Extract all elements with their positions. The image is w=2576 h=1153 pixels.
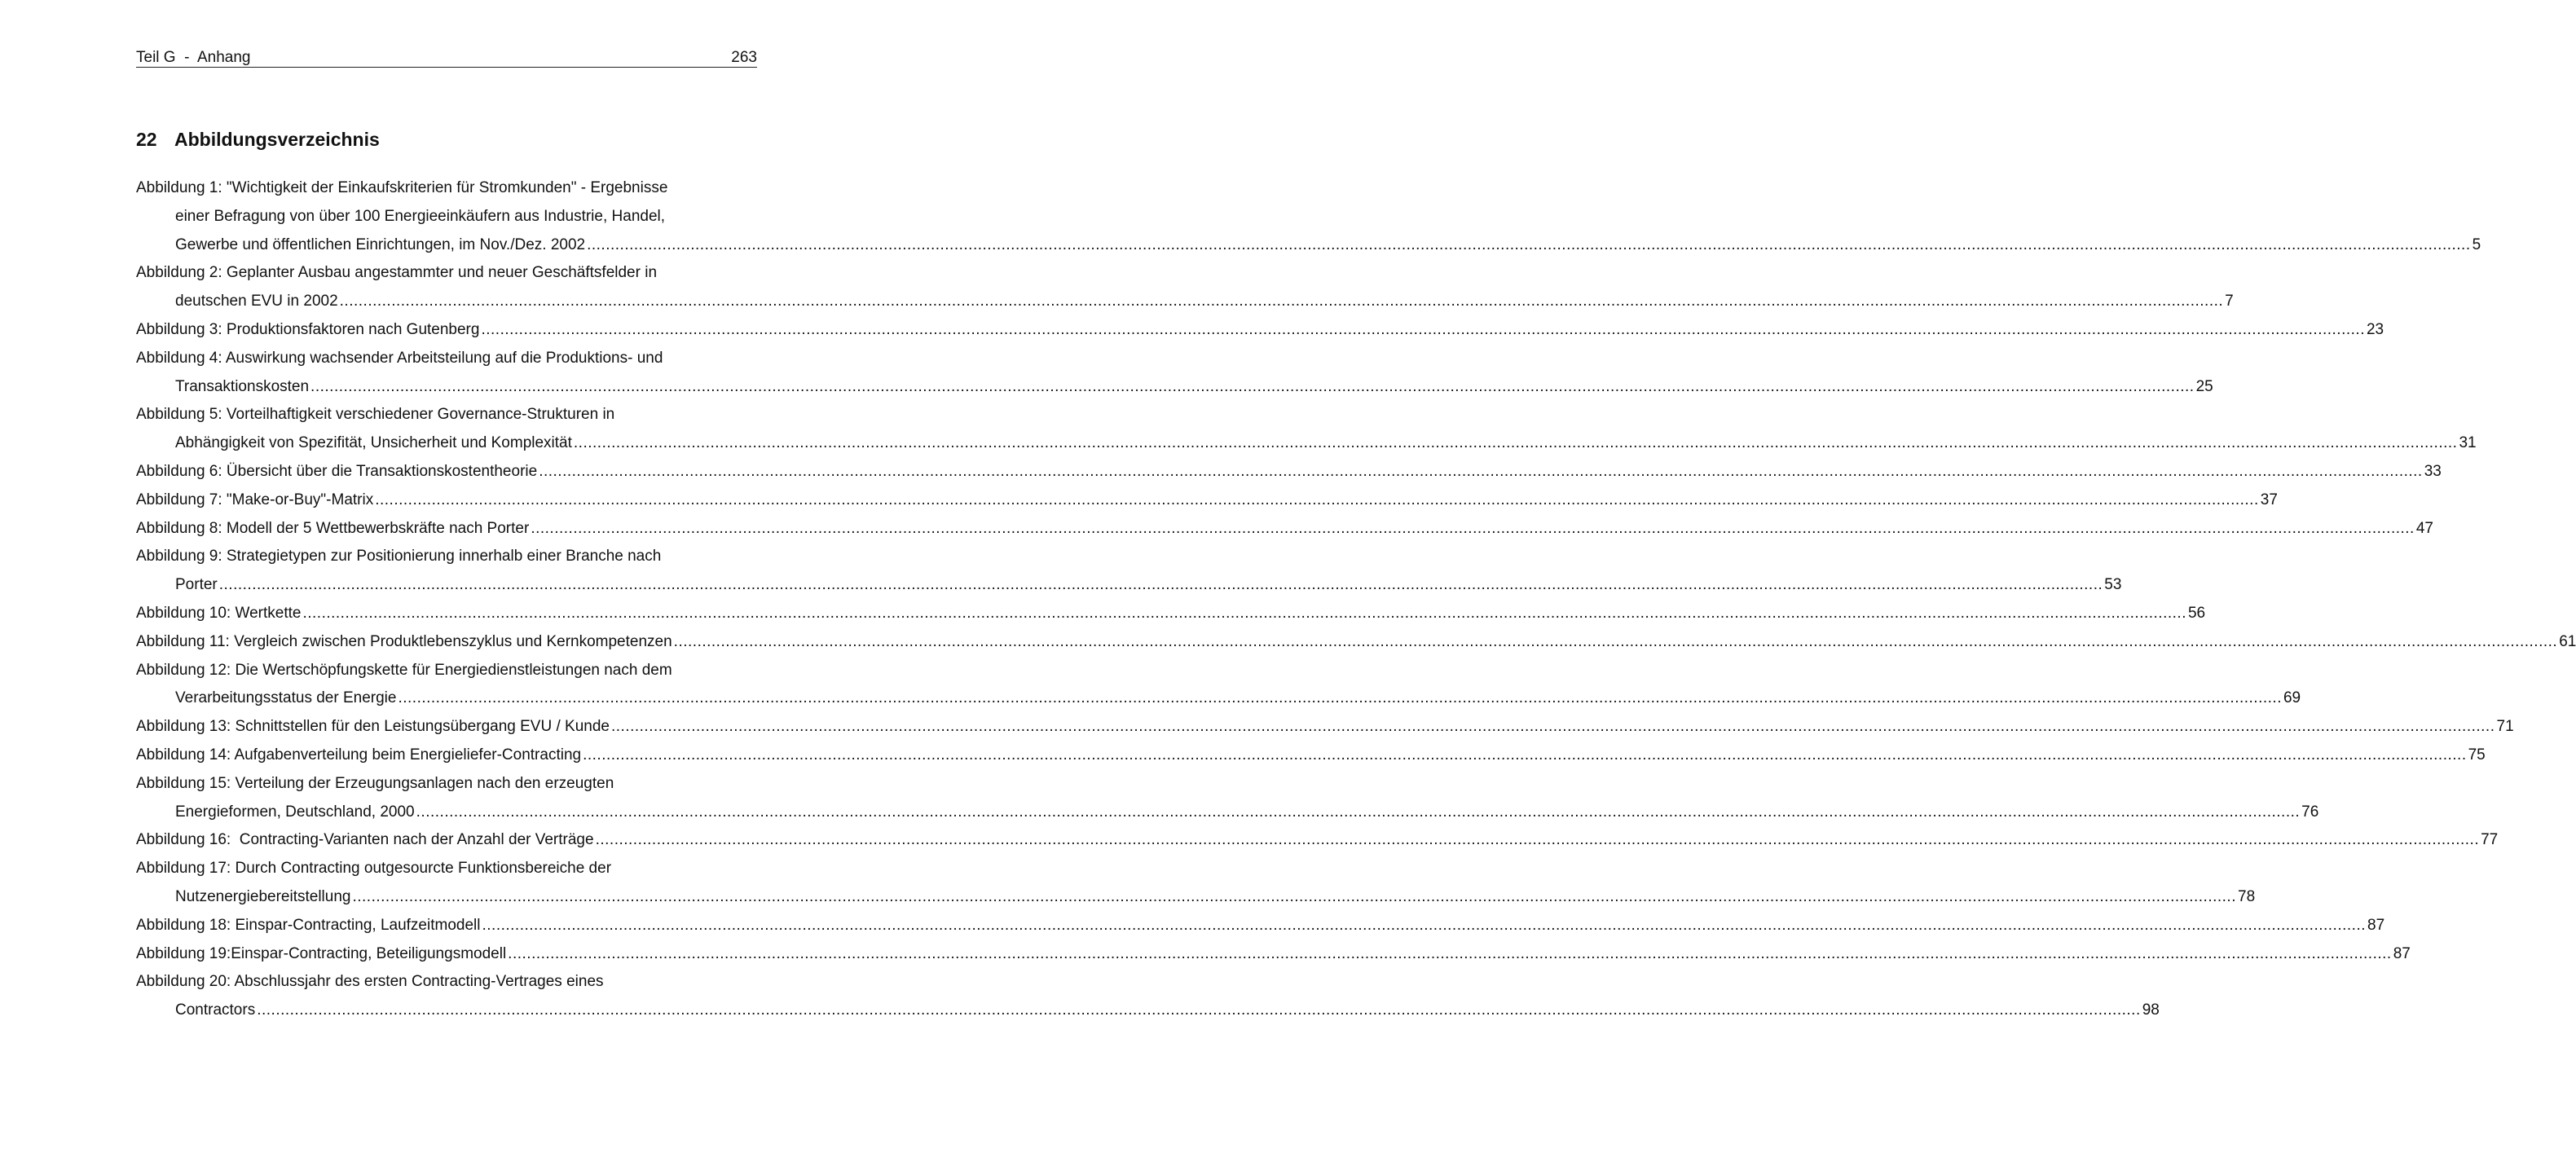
dot-leader: ................................................................................................................................................................................................................................................................................................................................................................................................................ [310, 377, 2195, 395]
figure-entry-line [136, 429, 2477, 458]
figure-entry-text: Abbildung 13: Schnittstellen für den Leistungsübergang EVU / Kunde [136, 718, 610, 736]
figure-entry [136, 401, 2477, 458]
figure-entry-line [136, 259, 757, 288]
figure-entry-line [136, 684, 2301, 713]
dot-leader: ................................................................................................................................................................................................................................................................................................................................................................................................................ [539, 462, 2423, 480]
figure-entry-text: Abbildung 11: Vergleich zwischen Produktlebenszyklus und Kernkompetenzen [136, 632, 672, 650]
figure-entry-text: Abbildung 5: Vorteilhaftigkeit verschiedener Governance-Strukturen in [136, 406, 615, 424]
figure-page-number: 75 [2468, 746, 2486, 764]
dot-leader: ................................................................................................................................................................................................................................................................................................................................................................................................................ [375, 491, 2259, 508]
figure-entry-line [136, 458, 2442, 486]
dot-leader: ................................................................................................................................................................................................................................................................................................................................................................................................................ [508, 944, 2392, 962]
section-heading [136, 129, 380, 151]
figure-page-number: 77 [2481, 831, 2499, 849]
dot-leader: ................................................................................................................................................................................................................................................................................................................................................................................................................ [339, 293, 2224, 310]
figure-entry [136, 713, 2514, 742]
figure-entry-line [136, 600, 2206, 628]
running-head: Teil G - Anhang [136, 49, 251, 66]
figure-entry [136, 912, 2385, 940]
figure-entry [136, 458, 2442, 486]
figure-entry-text: Abbildung 14: Aufgabenverteilung beim Energieliefer-Contracting [136, 746, 582, 764]
figure-entry-text: Abbildung 8: Modell der 5 Wettbewerbskräfte nach Porter [136, 519, 530, 537]
figure-entry [136, 968, 2160, 1025]
figure-page-number: 56 [2187, 604, 2206, 622]
dot-leader: ................................................................................................................................................................................................................................................................................................................................................................................................................ [595, 831, 2480, 849]
figure-entry-line [136, 940, 2411, 969]
figure-page-number: 78 [2238, 887, 2256, 905]
dot-leader: ................................................................................................................................................................................................................................................................................................................................................................................................................ [302, 604, 2186, 622]
dot-leader: ................................................................................................................................................................................................................................................................................................................................................................................................................ [481, 320, 2365, 338]
figure-page-number: 7 [2225, 293, 2234, 310]
figure-entry-text: Abbildung 18: Einspar-Contracting, Laufzeitmodell [136, 916, 481, 934]
figure-entry-line [136, 826, 2499, 855]
figure-entry-line [136, 883, 2256, 912]
figure-page-number: 23 [2366, 320, 2384, 338]
figure-page-number: 33 [2424, 462, 2442, 480]
figure-entry-line [136, 486, 2278, 515]
figure-entry-text: Verarbeitungsstatus der Energie [175, 689, 397, 707]
figure-entry-line [136, 373, 2213, 402]
figure-page-number: 71 [2496, 718, 2514, 736]
figure-page-number: 31 [2459, 434, 2477, 452]
dot-leader: ................................................................................................................................................................................................................................................................................................................................................................................................................ [573, 434, 2458, 452]
figure-entry-text: Abbildung 7: "Make-or-Buy"-Matrix [136, 491, 374, 508]
page-number: 263 [731, 49, 757, 66]
figure-page-number: 37 [2260, 491, 2278, 508]
figure-entry-text: einer Befragung von über 100 Energieeinkäufern aus Industrie, Handel, [175, 207, 666, 225]
figure-entry-line [136, 316, 2384, 345]
figure-entry-text: Abbildung 2: Geplanter Ausbau angestammter und neuer Geschäftsfelder in [136, 264, 658, 282]
dot-leader: ................................................................................................................................................................................................................................................................................................................................................................................................................ [218, 576, 2103, 594]
figure-entry-text: Abbildung 1: "Wichtigkeit der Einkaufskriterien für Stromkunden" - Ergebnisse [136, 179, 668, 196]
section-number: 22 [136, 129, 157, 150]
figure-entry-text: Abbildung 20: Abschlussjahr des ersten Contracting-Vertrages eines [136, 973, 604, 991]
figure-entry-text: Energieformen, Deutschland, 2000 [175, 803, 415, 821]
figure-entry [136, 770, 2319, 827]
figure-entry [136, 316, 2384, 345]
figure-entry-text: Porter [175, 576, 218, 594]
section-title: Abbildungsverzeichnis [174, 129, 380, 150]
figure-page-number: 69 [2283, 689, 2301, 707]
figure-entry-line [136, 628, 2576, 657]
figure-entry-line [136, 799, 2319, 827]
figure-entry-line [136, 912, 2385, 940]
figure-entry [136, 657, 2301, 714]
figure-entry-line [136, 231, 2481, 260]
figure-entry-text: Abbildung 9: Strategietypen zur Positionierung innerhalb einer Branche nach [136, 548, 662, 565]
figure-entry-line [136, 742, 2486, 770]
figure-entry [136, 515, 2433, 543]
figure-entry-text: Contractors [175, 1001, 256, 1019]
figure-entry-text: Abbildung 17: Durch Contracting outgesourcte Funktionsbereiche der [136, 860, 612, 878]
figure-page-number: 47 [2415, 519, 2433, 537]
figure-entry-line [136, 770, 757, 799]
figure-entry-text: Abbildung 16: Contracting-Varianten nach der Anzahl der Verträge [136, 831, 594, 849]
figure-entry-text: deutschen EVU in 2002 [175, 293, 338, 310]
figure-entry-line [136, 203, 757, 231]
dot-leader: ................................................................................................................................................................................................................................................................................................................................................................................................................ [531, 519, 2415, 537]
figure-entry [136, 742, 2486, 770]
figure-entry-text: Abbildung 6: Übersicht über die Transaktionskostentheorie [136, 462, 538, 480]
figure-entry [136, 826, 2499, 855]
figure-entry-text: Abbildung 12: Die Wertschöpfungskette für Energiedienstleistungen nach dem [136, 661, 672, 679]
figure-page-number: 87 [2393, 944, 2411, 962]
figure-entry-line [136, 543, 757, 571]
figure-page-number: 76 [2301, 803, 2319, 821]
figure-entry-text: Nutzenergiebereitstellung [175, 887, 351, 905]
dot-leader: ................................................................................................................................................................................................................................................................................................................................................................................................................ [482, 916, 2367, 934]
figure-entry [136, 940, 2411, 969]
figure-entry [136, 486, 2278, 515]
figure-page-number: 87 [2367, 916, 2385, 934]
figure-entry-line [136, 968, 757, 997]
figure-entry-text: Abbildung 3: Produktionsfaktoren nach Gutenberg [136, 320, 480, 338]
figure-entry-text: Abbildung 10: Wertkette [136, 604, 302, 622]
dot-leader: ................................................................................................................................................................................................................................................................................................................................................................................................................ [416, 803, 2301, 821]
figure-entry [136, 345, 2213, 402]
dot-leader: ................................................................................................................................................................................................................................................................................................................................................................................................................ [673, 632, 2558, 650]
figure-entry-line [136, 571, 2122, 600]
figure-list [136, 174, 2576, 1025]
dot-leader: ................................................................................................................................................................................................................................................................................................................................................................................................................ [587, 235, 2471, 253]
figure-entry-line [136, 401, 757, 429]
figure-entry-line [136, 855, 757, 883]
figure-page-number: 98 [2142, 1001, 2160, 1019]
figure-page-number: 61 [2559, 632, 2576, 650]
dot-leader: ................................................................................................................................................................................................................................................................................................................................................................................................................ [257, 1001, 2141, 1019]
figure-page-number: 5 [2472, 235, 2481, 253]
page-header [136, 47, 757, 68]
figure-entry [136, 543, 2122, 600]
dot-leader: ................................................................................................................................................................................................................................................................................................................................................................................................................ [610, 718, 2495, 736]
figure-entry-line [136, 174, 757, 203]
figure-page-number: 53 [2104, 576, 2122, 594]
figure-entry-line [136, 345, 757, 373]
figure-entry-text: Gewerbe und öffentlichen Einrichtungen, im Nov./Dez. 2002 [175, 235, 586, 253]
figure-entry-line [136, 515, 2433, 543]
figure-entry-text: Transaktionskosten [175, 377, 310, 395]
figure-entry-line [136, 997, 2160, 1025]
figure-entry [136, 174, 2481, 259]
figure-entry-text: Abbildung 15: Verteilung der Erzeugungsanlagen nach den erzeugten [136, 774, 614, 792]
figure-entry-text: Abhängigkeit von Spezifität, Unsicherheit und Komplexität [175, 434, 572, 452]
figure-entry-line [136, 288, 2234, 316]
dot-leader: ................................................................................................................................................................................................................................................................................................................................................................................................................ [398, 689, 2282, 707]
dot-leader: ................................................................................................................................................................................................................................................................................................................................................................................................................ [583, 746, 2467, 764]
figure-page-number: 25 [2195, 377, 2213, 395]
figure-entry-text: Abbildung 4: Auswirkung wachsender Arbeitsteilung auf die Produktions- und [136, 349, 663, 367]
figure-entry [136, 628, 2576, 657]
dot-leader: ................................................................................................................................................................................................................................................................................................................................................................................................................ [352, 887, 2236, 905]
figure-entry-text: Abbildung 19:Einspar-Contracting, Beteiligungsmodell [136, 944, 507, 962]
figure-entry [136, 855, 2256, 912]
figure-entry [136, 259, 2234, 316]
figure-entry-line [136, 657, 757, 685]
figure-entry [136, 600, 2206, 628]
figure-entry-line [136, 713, 2514, 742]
